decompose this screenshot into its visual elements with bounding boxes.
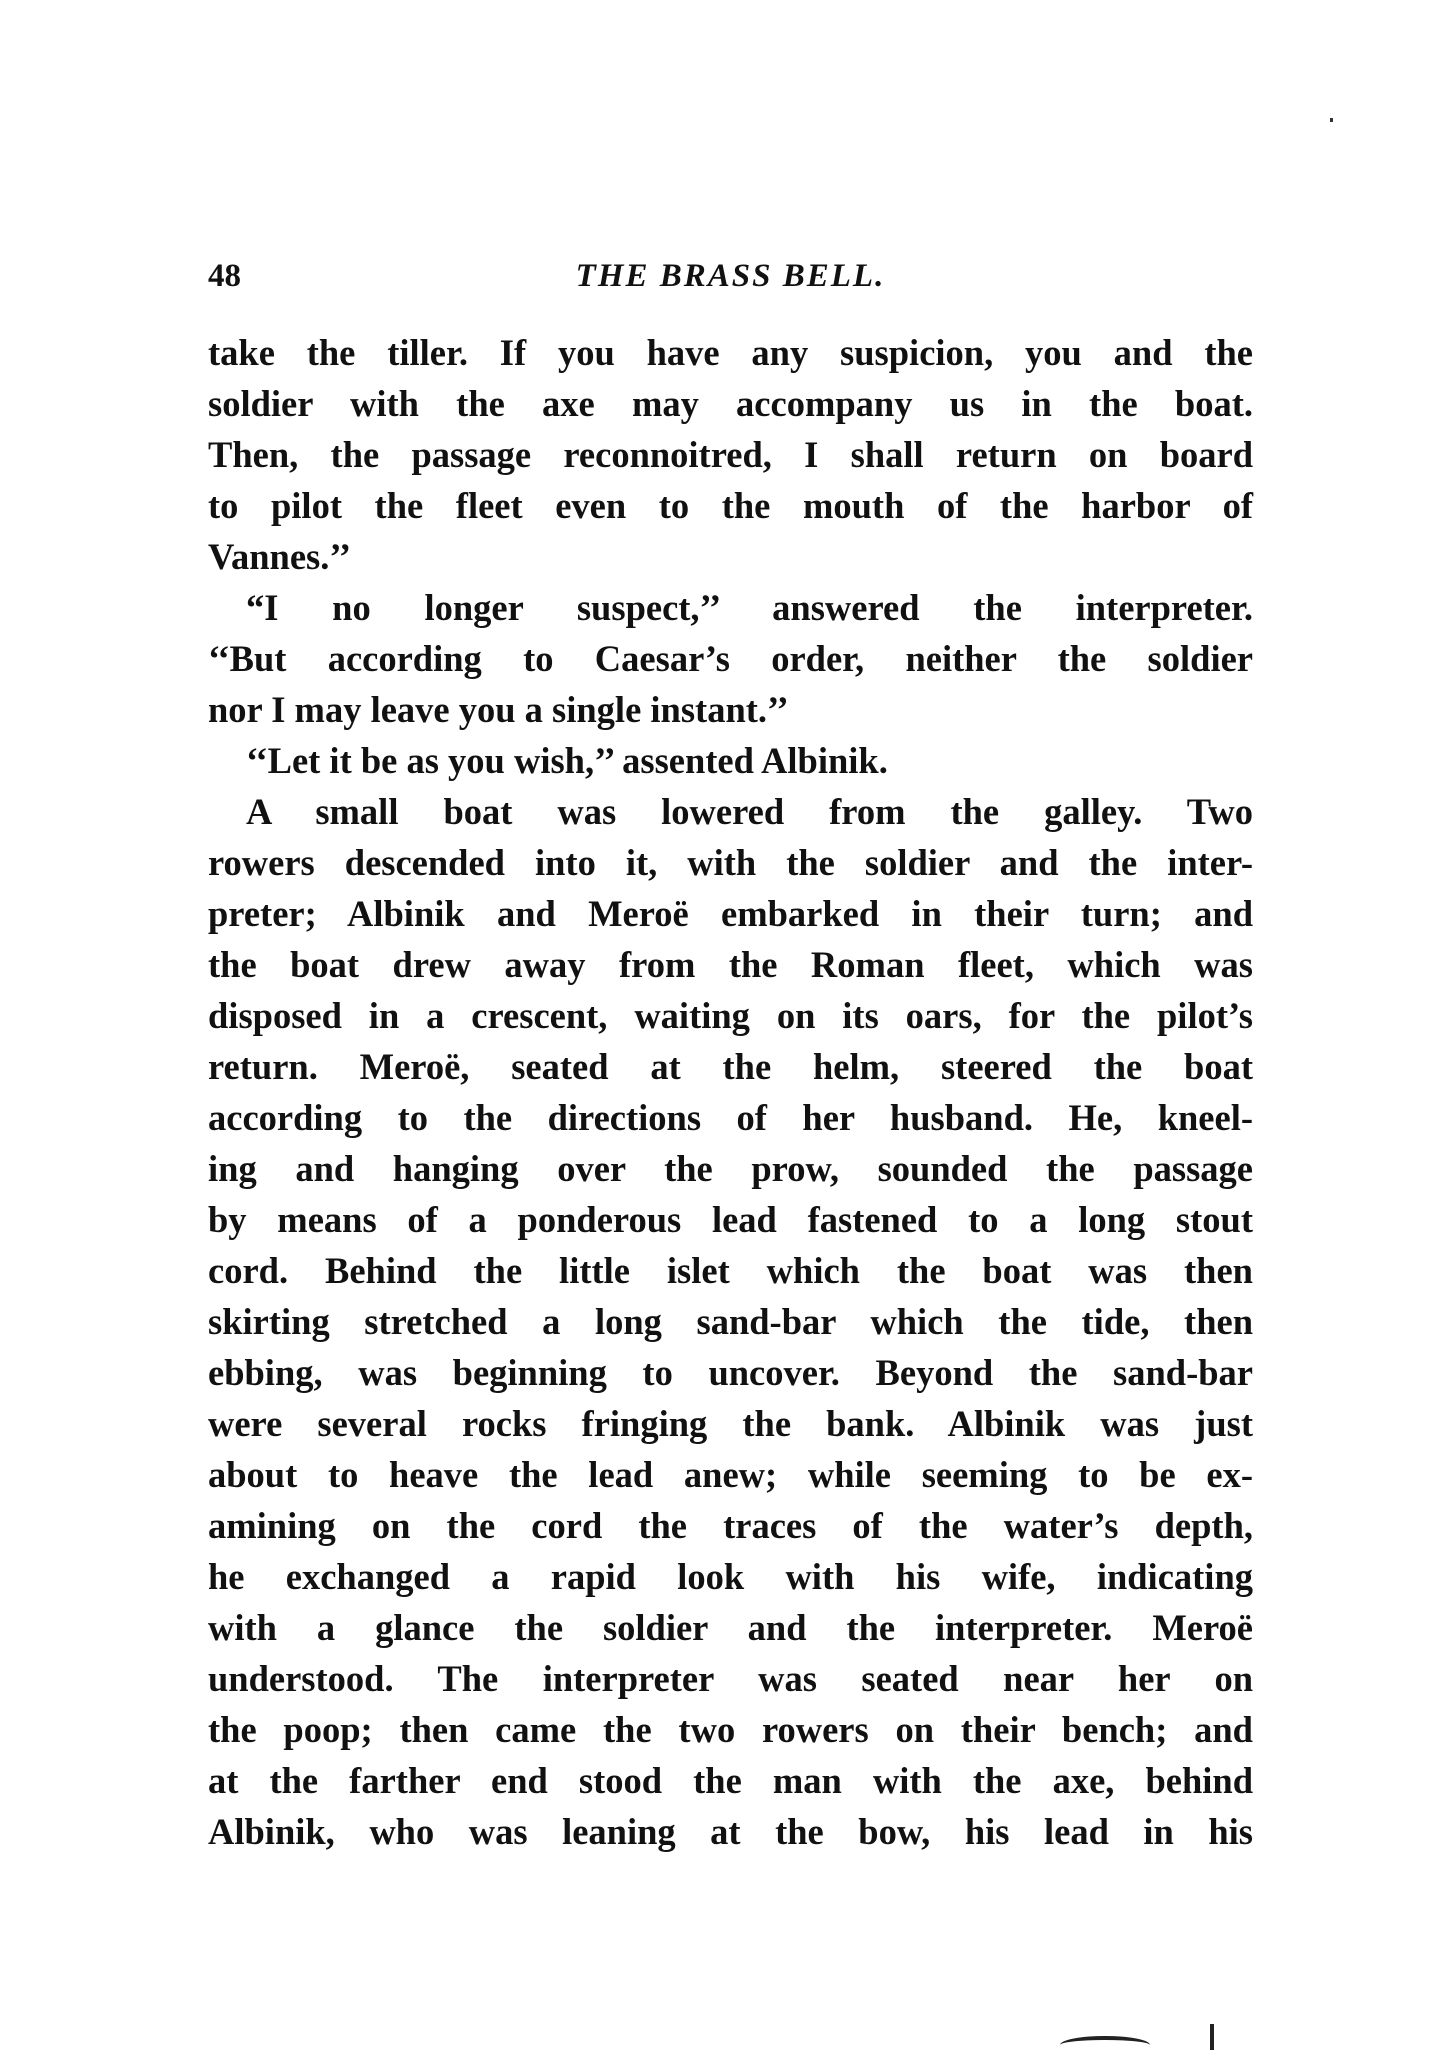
text-line: amining on the cord the traces of the water’s depth,: [208, 1505, 1253, 1546]
text-line: Then, the passage reconnoitred, I shall return on board: [208, 434, 1253, 475]
text-line: at the farther end stood the man with the axe, behind: [208, 1760, 1253, 1801]
text-line: rowers descended into it, with the soldier and the inter-: [208, 842, 1253, 883]
text-line: according to the directions of her husband. He, kneel-: [208, 1097, 1253, 1138]
text-line: “I no longer suspect,’’ answered the interpreter.: [246, 587, 1253, 628]
text-line: nor I may leave you a single instant.’’: [208, 689, 789, 730]
page-number: 48: [208, 258, 241, 294]
text-line: ‘‘But according to Caesar’s order, neither the soldier: [208, 638, 1253, 679]
text-line: take the tiller. If you have any suspicion, you and the: [208, 332, 1253, 373]
text-line: ‘‘Let it be as you wish,’’ assented Albinik.: [246, 740, 888, 781]
text-line: to pilot the fleet even to the mouth of the harbor of: [208, 485, 1253, 526]
text-line: return. Meroë, seated at the helm, steered the boat: [208, 1046, 1253, 1087]
text-line: by means of a ponderous lead fastened to a long stout: [208, 1199, 1253, 1240]
bottom-edge-mark: [1060, 2036, 1150, 2054]
running-title: THE BRASS BELL.: [575, 258, 886, 294]
text-line: he exchanged a rapid look with his wife, indicating: [208, 1556, 1253, 1597]
text-line: soldier with the axe may accompany us in the boat.: [208, 383, 1253, 424]
text-line: disposed in a crescent, waiting on its oars, for the pilot’s: [208, 995, 1253, 1036]
text-line: preter; Albinik and Meroë embarked in their turn; and: [208, 893, 1253, 934]
text-line: Vannes.’’: [208, 536, 351, 577]
body-text: [208, 327, 1253, 1857]
text-line: ing and hanging over the prow, sounded the passage: [208, 1148, 1253, 1189]
text-line: understood. The interpreter was seated near her on: [208, 1658, 1253, 1699]
page-header: [208, 258, 1253, 308]
text-line: about to heave the lead anew; while seeming to be ex-: [208, 1454, 1253, 1495]
text-line: cord. Behind the little islet which the boat was then: [208, 1250, 1253, 1291]
text-line: ebbing, was beginning to uncover. Beyond the sand-bar: [208, 1352, 1253, 1393]
bottom-edge-mark: [1210, 2024, 1214, 2050]
ink-speck: [1330, 118, 1333, 122]
text-line: were several rocks fringing the bank. Albinik was just: [208, 1403, 1253, 1444]
text-line: Albinik, who was leaning at the bow, his lead in his: [208, 1811, 1253, 1852]
text-line: the poop; then came the two rowers on their bench; and: [208, 1709, 1253, 1750]
text-line: A small boat was lowered from the galley. Two: [246, 791, 1253, 832]
text-line: the boat drew away from the Roman fleet, which was: [208, 944, 1253, 985]
text-line: with a glance the soldier and the interpreter. Meroë: [208, 1607, 1253, 1648]
text-line: skirting stretched a long sand-bar which the tide, then: [208, 1301, 1253, 1342]
